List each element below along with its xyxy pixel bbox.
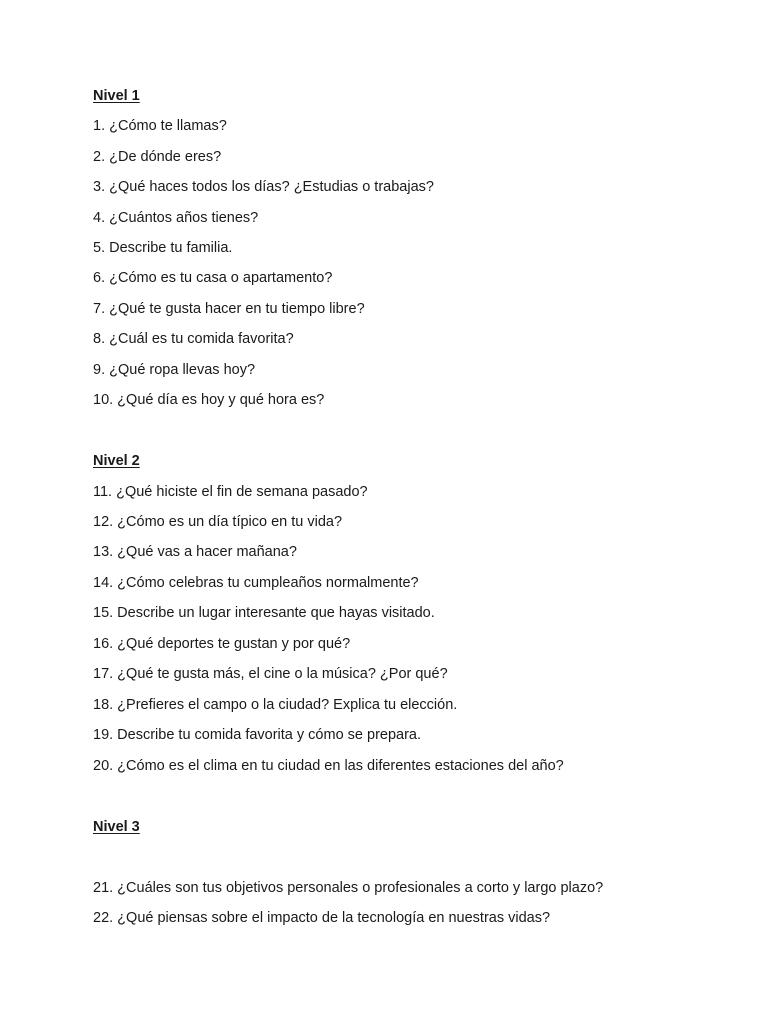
question-5: 5. Describe tu familia. bbox=[93, 240, 233, 256]
question-17: 17. ¿Qué te gusta más, el cine o la música? ¿Por qué? bbox=[93, 666, 448, 682]
question-2: 2. ¿De dónde eres? bbox=[93, 149, 222, 165]
section-heading-nivel-1: Nivel 1 bbox=[93, 88, 140, 104]
question-19: 19. Describe tu comida favorita y cómo se prepara. bbox=[93, 727, 422, 743]
question-12: 12. ¿Cómo es un día típico en tu vida? bbox=[93, 514, 343, 530]
question-11: 11. ¿Qué hiciste el fin de semana pasado? bbox=[93, 484, 368, 500]
question-21: 21. ¿Cuáles son tus objetivos personales o profesionales a corto y largo plazo? bbox=[93, 880, 604, 896]
question-13: 13. ¿Qué vas a hacer mañana? bbox=[93, 544, 297, 560]
question-1: 1. ¿Cómo te llamas? bbox=[93, 118, 227, 134]
question-15: 15. Describe un lugar interesante que hayas visitado. bbox=[93, 605, 435, 621]
question-14: 14. ¿Cómo celebras tu cumpleaños normalmente? bbox=[93, 575, 419, 591]
question-20: 20. ¿Cómo es el clima en tu ciudad en las diferentes estaciones del año? bbox=[93, 758, 564, 774]
question-9: 9. ¿Qué ropa llevas hoy? bbox=[93, 362, 256, 378]
question-7: 7. ¿Qué te gusta hacer en tu tiempo libre? bbox=[93, 301, 365, 317]
question-3: 3. ¿Qué haces todos los días? ¿Estudias o trabajas? bbox=[93, 179, 434, 195]
section-heading-nivel-2: Nivel 2 bbox=[93, 453, 140, 469]
question-4: 4. ¿Cuántos años tienes? bbox=[93, 210, 259, 226]
question-10: 10. ¿Qué día es hoy y qué hora es? bbox=[93, 392, 325, 408]
section-heading-nivel-3: Nivel 3 bbox=[93, 819, 140, 835]
question-16: 16. ¿Qué deportes te gustan y por qué? bbox=[93, 636, 351, 652]
question-6: 6. ¿Cómo es tu casa o apartamento? bbox=[93, 270, 333, 286]
question-18: 18. ¿Prefieres el campo o la ciudad? Explica tu elección. bbox=[93, 697, 458, 713]
question-8: 8. ¿Cuál es tu comida favorita? bbox=[93, 331, 294, 347]
question-22: 22. ¿Qué piensas sobre el impacto de la tecnología en nuestras vidas? bbox=[93, 910, 551, 926]
